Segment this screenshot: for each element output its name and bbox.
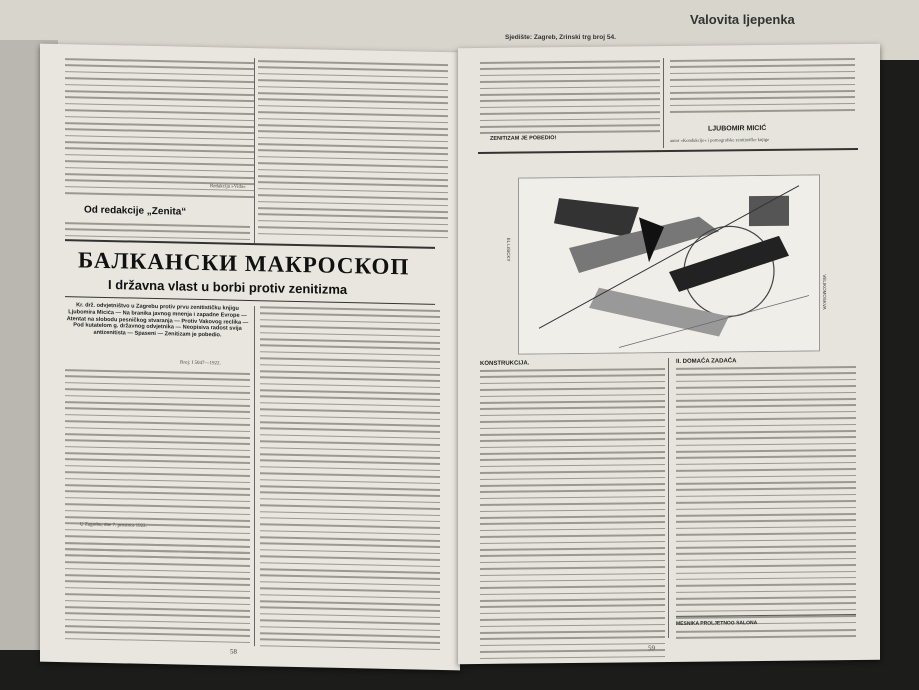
salon-text	[676, 629, 856, 644]
behind-address: Sjedište: Zagreb, Zrinski trg broj 54.	[505, 34, 616, 41]
right-page	[458, 44, 880, 664]
behind-title: Valovita ljepenka	[690, 12, 795, 27]
signoff: U Zagrebu, dne 7. prosinca 1922.	[80, 522, 147, 529]
summary: Kr. drž. odvjetništvo u Zagrebu protiv prvu zenitističku knjigu Ljubomira Micića — Na branika javnog mnenja i zapadne Evrope — Atentat na slobodu pesničkog stvaranja — Protiv Vakovog reclika — Pod kutatelom g. državnog odvjetnika — Neopisiva radost svija antizenitista — Spaseni — Zenitizam je pobedio.	[66, 302, 249, 339]
column-divider-2	[254, 306, 255, 646]
domaca-zadaca-heading: II. DOMAĆA ZADAĆA	[676, 358, 737, 365]
column-divider-right	[663, 58, 664, 148]
author-heading: LJUBOMIR MICIĆ	[708, 124, 767, 133]
redakcija-signature: Redakcija »Vida«	[210, 184, 246, 190]
editor-heading: Od redakcije „Zenita“	[84, 204, 187, 218]
right-top-column-2	[670, 58, 855, 117]
konstrukcija-heading: KONSTRUKCIJA.	[480, 360, 530, 367]
constructivist-illustration	[518, 174, 820, 354]
author-subheading: autor »Kondukcije« i pornografske zenitističke knjige	[670, 136, 770, 143]
illustration-caption-right: VELIKOMOSKVA	[822, 274, 827, 310]
center-line: ZENITIZAM JE POBEDIO!	[490, 135, 557, 142]
konstrukcija-text	[480, 368, 665, 664]
page-number-right: 59	[648, 644, 655, 653]
left-column-body-2	[65, 542, 250, 648]
salon-heading: MESNIKA PROLJETNOG SALONA	[676, 620, 758, 627]
left-top-column-2	[258, 60, 448, 243]
illustration-caption-left: EL LISICKY	[506, 237, 511, 262]
right-column-body	[260, 306, 440, 655]
left-column-body	[65, 369, 250, 565]
page-number-left: 58	[230, 647, 237, 656]
dateline: Broj: I 5047—1922.	[180, 360, 221, 367]
domaca-zadaca-text	[676, 366, 856, 630]
illustration-rule	[478, 148, 858, 153]
column-divider	[254, 58, 255, 243]
illustration-graphic	[519, 175, 819, 353]
column-divider-right-2	[668, 358, 669, 638]
left-top-column-1	[65, 58, 255, 203]
main-title: БАЛКАНСКИ МАКРОСКОП	[78, 247, 410, 280]
left-page	[40, 44, 460, 671]
subtitle: I državna vlast u borbi protiv zenitizma	[108, 277, 348, 298]
right-top-column-1	[480, 60, 660, 139]
